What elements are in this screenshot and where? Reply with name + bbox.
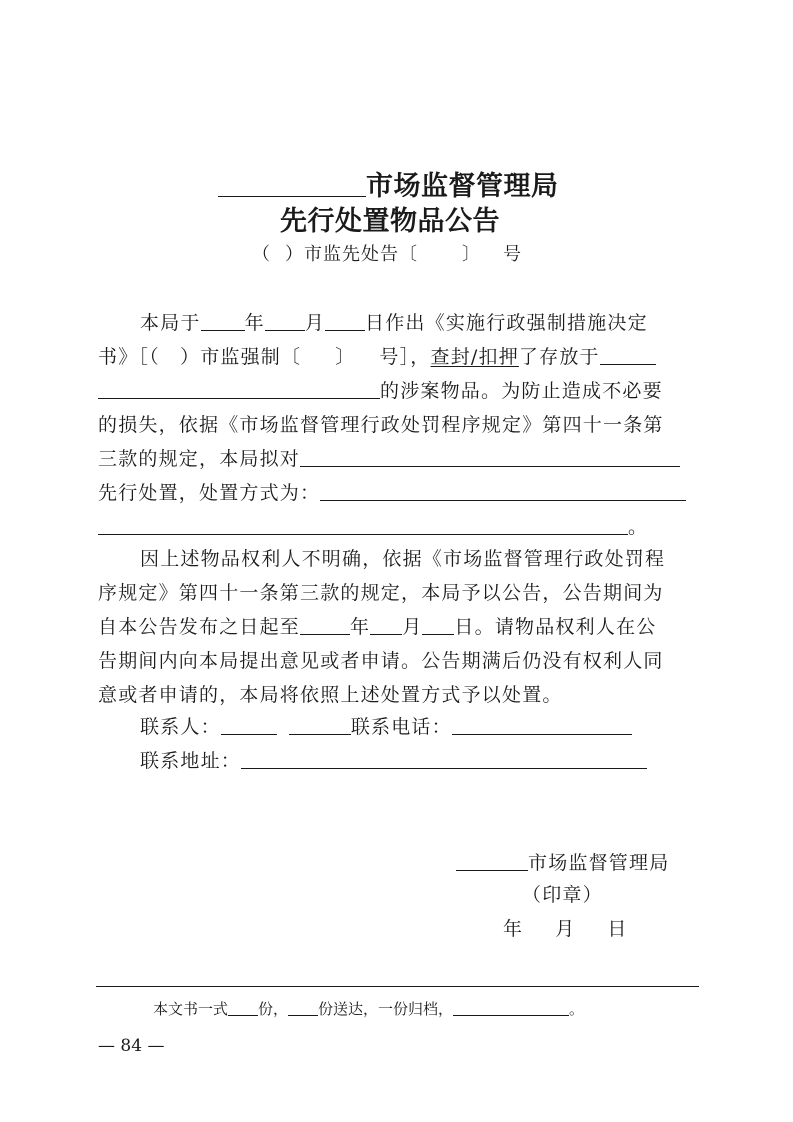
contact-phone-label: 联系电话： <box>350 716 452 738</box>
copies-delivered-blank[interactable] <box>288 999 318 1017</box>
copies-total-blank[interactable] <box>228 999 258 1017</box>
end-day-blank[interactable] <box>422 613 454 635</box>
org-name-blank[interactable] <box>218 166 366 197</box>
archive-blank[interactable] <box>453 999 569 1017</box>
p2-line-5: 意或者申请的，本局将依照上述处置方式予以处置。 <box>98 684 563 706</box>
p2-line-4: 告期间内向本局提出意见或者申请。公告期满后仍没有权利人同 <box>98 650 664 672</box>
p1-line-7: 。 <box>98 512 648 539</box>
p1-line-6: 先行处置，处置方式为： <box>98 478 686 505</box>
p2-line-1: 因上述物品权利人不明确，依据《市场监督管理行政处罚程 <box>140 548 666 570</box>
date-year-blank[interactable] <box>201 309 245 331</box>
p1-line-4: 的损失，依据《市场监督管理行政处罚程序规定》第四十一条第 <box>98 414 664 436</box>
p2-line-3: 自本公告发布之日起至 年 月 日。请物品权利人在公 <box>98 612 656 639</box>
p1-line-2: 书》［（ ）市监强制〔 〕 号］，查封/扣押了存放于 <box>98 342 656 369</box>
contact-address-label: 联系地址： <box>140 750 242 772</box>
p2-line-2: 序规定》第四十一条第三款的规定，本局予以公告，公告期间为 <box>98 582 664 604</box>
contact-person-label: 联系人： <box>140 716 221 738</box>
doc-no-open: （ <box>252 244 271 265</box>
doc-no-close: 〕 <box>462 244 481 265</box>
address-line <box>140 746 647 773</box>
seal: （印章） <box>522 884 603 906</box>
disposal-method-blank-1[interactable] <box>320 479 686 501</box>
contact-phone-blank[interactable] <box>452 713 632 735</box>
contact-person-blank-2[interactable] <box>289 713 351 735</box>
storage-location-blank-2[interactable] <box>98 377 380 399</box>
end-month-blank[interactable] <box>370 613 402 635</box>
p1-line-5: 三款的规定，本局拟对 <box>98 444 680 471</box>
signature-date: 年 月 日 <box>503 918 628 940</box>
date-day-blank[interactable] <box>325 309 365 331</box>
p1-line-3: 的涉案物品。为防止造成不必要 <box>98 376 663 403</box>
contact-address-blank[interactable] <box>241 747 647 769</box>
items-blank[interactable] <box>300 445 680 467</box>
end-year-blank[interactable] <box>300 613 350 635</box>
page-number: — 84 — <box>98 1036 165 1056</box>
contact-person-blank-1[interactable] <box>221 713 277 735</box>
date-month-blank[interactable] <box>265 309 305 331</box>
signature-org: 市场监督管理局 <box>456 848 669 875</box>
copies-line: 本文书一式 份， 份送达，一份归档， 。 <box>153 1000 585 1018</box>
disposal-method-blank-2[interactable] <box>98 513 628 535</box>
doc-no-suffix: 号 <box>503 244 522 265</box>
signature-org-blank[interactable] <box>456 849 528 871</box>
title-org-suffix: 市场监督管理局 <box>366 171 559 202</box>
storage-location-blank-1[interactable] <box>600 343 656 365</box>
seal-or-detain-option[interactable]: 查封/扣押 <box>430 346 519 368</box>
doc-no-text: ）市监先处告〔 <box>285 244 418 265</box>
title-line-2: 先行处置物品公告 <box>280 206 500 237</box>
p1-line-1: 本局于 年 月 日作出《实施行政强制措施决定 <box>140 308 648 335</box>
footer-divider <box>96 986 699 987</box>
title-line-1 <box>218 164 559 203</box>
document-number <box>252 240 522 266</box>
contact-line <box>140 712 632 739</box>
